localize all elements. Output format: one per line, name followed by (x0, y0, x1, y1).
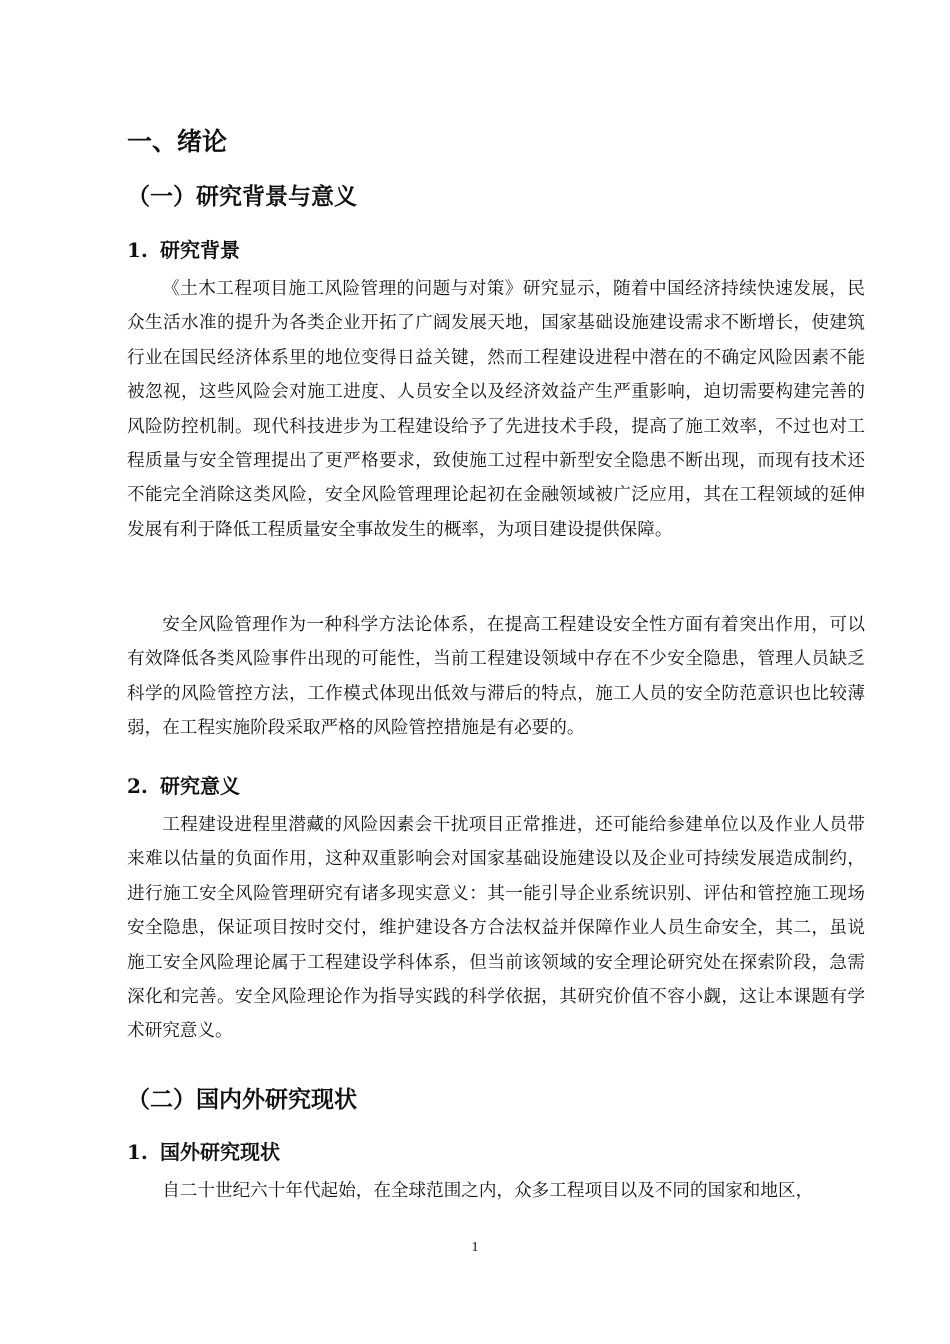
subsection-number: 1. (127, 1140, 148, 1164)
subsection-heading-foreign-research (127, 1137, 280, 1167)
section-heading-background-significance: （一）研究背景与意义 (127, 184, 357, 210)
section-heading-research-status: （二）国内外研究现状 (127, 1087, 357, 1113)
body-paragraph: 《土木工程项目施工风险管理的问题与对策》研究显示，随着中国经济持续快速发展，民众生活水准的提升为各类企业开拓了广阔发展天地，国家基础设施建设需求不断增长，使建筑行业在国民经济体系里的地位变得日益关键，然而工程建设进程中潜在的不确定风险因素不能被忽视，这些风险会对施工进度、人员安全以及经济效益产生严重影响，迫切需要构建完善的风险防控机制。现代科技进步为工程建设给予了先进技术手段，提高了施工效率，不过也对工程质量与安全管理提出了更严格要求，致使施工过程中新型安全隐患不断出现，而现有技术还不能完全消除这类风险，安全风险管理理论起初在金融领域被广泛应用，其在工程领域的延伸发展有利于降低工程质量安全事故发生的概率，为项目建设提供保障。 (127, 279, 865, 540)
subsection-heading-significance (127, 771, 240, 801)
subsection-heading-background (127, 235, 240, 265)
subsection-number: 1. (127, 238, 148, 262)
subsection-number: 2. (127, 774, 148, 798)
chapter-title: 一、绪论 (127, 127, 228, 156)
body-paragraph: 安全风险管理作为一种科学方法论体系，在提高工程建设安全性方面有着突出作用，可以有效降低各类风险事件出现的可能性，当前工程建设领域中存在不少安全隐患，管理人员缺乏科学的风险管控方法，工作模式体现出低效与滞后的特点，施工人员的安全防范意识也比较薄弱，在工程实施阶段采取严格的风险管控措施是有必要的。 (127, 615, 865, 739)
subsection-title: 国外研究现状 (160, 1140, 280, 1164)
subsection-title: 研究意义 (160, 774, 240, 798)
subsection-title: 研究背景 (160, 238, 240, 262)
page-number: 1 (471, 1240, 479, 1255)
body-paragraph: 自二十世纪六十年代起始，在全球范围之内，众多工程项目以及不同的国家和地区， (162, 1181, 814, 1201)
body-paragraph: 工程建设进程里潜藏的风险因素会干扰项目正常推进，还可能给参建单位以及作业人员带来难以估量的负面作用，这种双重影响会对国家基础设施建设以及企业可持续发展造成制约，进行施工安全风险管理研究有诸多现实意义：其一能引导企业系统识别、评估和管控施工现场安全隐患，保证项目按时交付，维护建设各方合法权益并保障作业人员生命安全，其二，虽说施工安全风险理论属于工程建设学科体系，但当前该领域的安全理论研究处在探索阶段，急需深化和完善。安全风险理论作为指导实践的科学依据，其研究价值不容小觑，这让本课题有学术研究意义。 (127, 815, 865, 1042)
